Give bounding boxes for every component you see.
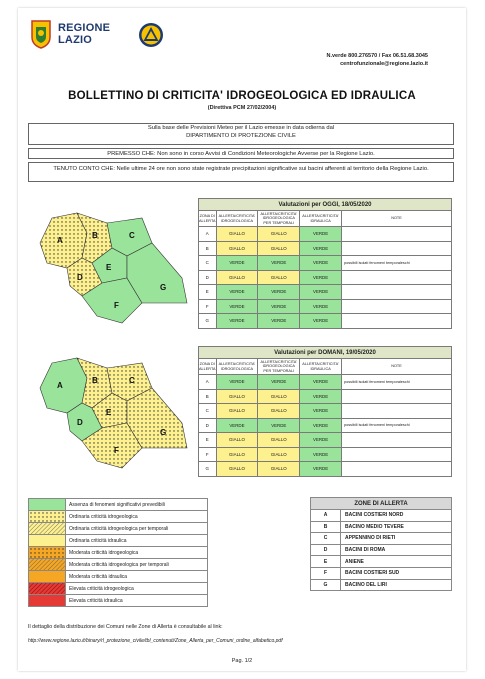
map-label-f: F (114, 446, 119, 455)
legend-label: Moderata criticità idraulica (66, 571, 208, 583)
zone-cell: A (199, 375, 217, 390)
zone-row (311, 521, 452, 533)
legend-swatch (29, 571, 66, 583)
idro-cell: VERDE (216, 418, 258, 433)
idra-cell: VERDE (300, 314, 342, 329)
page-number: Pag. 1/2 (231, 658, 253, 664)
zone-cell: D (199, 270, 217, 285)
legend-label: Elevata criticità idrogeologica (66, 583, 208, 595)
table-row (199, 241, 452, 256)
map-label-e: E (106, 408, 112, 417)
protezione-civile-logo-icon (138, 22, 164, 48)
temp-cell: VERDE (258, 375, 300, 390)
zones-table (310, 497, 452, 591)
zone-cell: E (199, 433, 217, 448)
zones-title: ZONE DI ALLERTA (311, 498, 452, 510)
legend-label: Moderata criticità idrogeologica (66, 547, 208, 559)
idra-cell: VERDE (300, 375, 342, 390)
caption-today: Valutazioni per OGGI, 18/05/2020 (199, 199, 452, 211)
head-temporali: ALLERTA/CRITICITA' IDROGEOLOGICA PER TEMPORALI (258, 211, 300, 227)
idro-cell: GIALLO (216, 241, 258, 256)
idra-cell: VERDE (300, 299, 342, 314)
zone-row (311, 544, 452, 556)
legend-label: Ordinaria criticità idrogeologica per temporali (66, 523, 208, 535)
footer-note: Il dettaglio della distribuzione dei Comuni nelle Zone di Allerta è consultabile al link: (28, 624, 223, 630)
legend-rows (29, 499, 208, 607)
footer-url-link[interactable]: http://www.regione.lazio.it/binary/rl_protezione_civile/tbl_contenuti/Zone_Allerta_per_Comuni_ordine_alfabetico.pdf (28, 638, 283, 644)
zone-cell: F (199, 299, 217, 314)
zone-cell: F (199, 447, 217, 462)
idra-cell: VERDE (300, 270, 342, 285)
zone-letter: E (311, 556, 341, 568)
idro-cell: VERDE (216, 375, 258, 390)
map-label-a: A (57, 381, 63, 390)
temp-cell: VERDE (258, 314, 300, 329)
zone-cell: D (199, 418, 217, 433)
map-label-a: A (57, 236, 63, 245)
zone-name: ANIENE (341, 556, 452, 568)
bulletin-page (18, 8, 466, 671)
table-row (199, 227, 452, 242)
temp-cell: GIALLO (258, 447, 300, 462)
zone-row (311, 556, 452, 568)
zone-name: BACINI COSTIERI SUD (341, 567, 452, 579)
idro-cell: GIALLO (216, 462, 258, 477)
temp-cell: GIALLO (258, 404, 300, 419)
premesso-box (28, 148, 454, 159)
note-cell (342, 270, 452, 285)
table-row (199, 285, 452, 300)
idro-cell: GIALLO (216, 389, 258, 404)
legend-row (29, 571, 208, 583)
head-note: NOTE (342, 211, 452, 227)
legend-swatch (29, 547, 66, 559)
idra-cell: VERDE (300, 285, 342, 300)
legend-table (28, 498, 208, 607)
idra-cell: VERDE (300, 404, 342, 419)
temp-cell: VERDE (258, 285, 300, 300)
head-idrogeologica: ALLERTA/CRITICITA' IDROGEOLOGICA (216, 359, 258, 375)
zone-row (311, 533, 452, 545)
note-cell (342, 433, 452, 448)
idra-cell: VERDE (300, 389, 342, 404)
zone-letter: D (311, 544, 341, 556)
rows-today (199, 227, 452, 329)
legend-swatch (29, 535, 66, 547)
map-tomorrow (32, 353, 197, 473)
table-row (199, 270, 452, 285)
temp-cell: GIALLO (258, 241, 300, 256)
legend-swatch (29, 499, 66, 511)
map-label-e: E (106, 263, 112, 272)
note-cell: possibili isolati fenomeni temporaleschi (342, 418, 452, 433)
table-row (199, 404, 452, 419)
head-note: NOTE (342, 359, 452, 375)
regione-lazio-wordmark (58, 22, 110, 46)
idra-cell: VERDE (300, 462, 342, 477)
regione-lazio-emblem-icon (30, 19, 52, 49)
idro-cell: VERDE (216, 256, 258, 271)
head-idrogeologica: ALLERTA/CRITICITA' IDROGEOLOGICA (216, 211, 258, 227)
idra-cell: VERDE (300, 241, 342, 256)
idro-cell: GIALLO (216, 404, 258, 419)
caption-tomorrow: Valutazioni per DOMANI, 19/05/2020 (199, 347, 452, 359)
note-cell (342, 314, 452, 329)
legend-swatch (29, 583, 66, 595)
intro-line-1: Sulla base delle Previsioni Meteo per il Lazio emesse in data odierna dal (147, 125, 335, 131)
zone-cell: G (199, 314, 217, 329)
rows-tomorrow (199, 375, 452, 477)
table-row (199, 299, 452, 314)
zone-cell: G (199, 462, 217, 477)
zone-letter: G (311, 579, 341, 591)
zone-cell: E (199, 285, 217, 300)
temp-cell: GIALLO (258, 270, 300, 285)
note-cell: possibili isolati fenomeni temporaleschi (342, 256, 452, 271)
legend-row (29, 523, 208, 535)
head-idraulica: ALLERTA/CRITICITA' IDRAULICA (300, 359, 342, 375)
table-row (199, 433, 452, 448)
zone-letter: A (311, 510, 341, 522)
legend-row (29, 547, 208, 559)
legend-label: Moderata criticità idrogeologica per temporali (66, 559, 208, 571)
map-label-c: C (129, 376, 135, 385)
table-row (199, 462, 452, 477)
legend-label: Ordinaria criticità idraulica (66, 535, 208, 547)
idro-cell: VERDE (216, 285, 258, 300)
temp-cell: GIALLO (258, 462, 300, 477)
logo-line-2: LAZIO (58, 34, 92, 46)
head-zone: ZONA DI ALLERTA (199, 359, 217, 375)
zone-cell: C (199, 256, 217, 271)
intro-box (28, 123, 454, 145)
legend-label: Assenza di fenomeni significativi prevedibili (66, 499, 208, 511)
map-label-c: C (129, 231, 135, 240)
map-label-g: G (160, 283, 167, 292)
zone-cell: C (199, 404, 217, 419)
map-label-b: B (92, 376, 98, 385)
legend-row (29, 499, 208, 511)
zone-row (311, 579, 452, 591)
note-cell (342, 299, 452, 314)
zone-name: BACINO DEL LIRI (341, 579, 452, 591)
map-today (32, 208, 197, 328)
note-cell (342, 241, 452, 256)
legend-swatch (29, 511, 66, 523)
idro-cell: GIALLO (216, 227, 258, 242)
zone-cell: A (199, 227, 217, 242)
legend-label: Elevata criticità idraulica (66, 595, 208, 607)
table-row (199, 389, 452, 404)
header (30, 14, 110, 54)
map-label-g: G (160, 428, 167, 437)
table-row (199, 256, 452, 271)
note-cell (342, 462, 452, 477)
idra-cell: VERDE (300, 433, 342, 448)
table-today (198, 198, 452, 329)
tenuto-box (28, 162, 454, 182)
idro-cell: GIALLO (216, 447, 258, 462)
table-row (199, 375, 452, 390)
note-cell (342, 227, 452, 242)
table-row (199, 418, 452, 433)
legend-row (29, 595, 208, 607)
tenuto-text: TENUTO CONTO CHE: Nelle ultime 24 ore non sono state registrate precipitazioni significative sui bacini afferenti al territorio della Regione Lazio. (53, 166, 429, 172)
table-row (199, 314, 452, 329)
table-row (199, 447, 452, 462)
zone-cell: B (199, 389, 217, 404)
note-cell (342, 404, 452, 419)
idra-cell: VERDE (300, 256, 342, 271)
legend-row (29, 511, 208, 523)
legend-row (29, 535, 208, 547)
zone-letter: C (311, 533, 341, 545)
temp-cell: GIALLO (258, 227, 300, 242)
idro-cell: GIALLO (216, 433, 258, 448)
head-zone: ZONA DI ALLERTA (199, 211, 217, 227)
note-cell (342, 447, 452, 462)
zone-letter: B (311, 521, 341, 533)
zone-letter: F (311, 567, 341, 579)
idro-cell: VERDE (216, 314, 258, 329)
head-temporali: ALLERTA/CRITICITA' IDROGEOLOGICA PER TEMPORALI (258, 359, 300, 375)
legend-row (29, 583, 208, 595)
zones-rows (311, 510, 452, 591)
note-cell (342, 389, 452, 404)
map-label-d: D (77, 418, 83, 427)
intro-line-2: DIPARTIMENTO DI PROTEZIONE CIVILE (186, 133, 296, 139)
zone-cell: B (199, 241, 217, 256)
legend-swatch (29, 523, 66, 535)
zone-name: BACINO MEDIO TEVERE (341, 521, 452, 533)
phone-fax: N.verde 800.276570 / Fax 06.51.68.3045 (326, 53, 428, 59)
zone-row (311, 510, 452, 522)
map-label-f: F (114, 301, 119, 310)
zone-name: APPENNINO DI RIETI (341, 533, 452, 545)
note-cell: possibili isolati fenomeni temporaleschi (342, 375, 452, 390)
legend-swatch (29, 559, 66, 571)
idra-cell: VERDE (300, 447, 342, 462)
zone-row (311, 567, 452, 579)
idro-cell: VERDE (216, 299, 258, 314)
idro-cell: GIALLO (216, 270, 258, 285)
temp-cell: GIALLO (258, 433, 300, 448)
legend-row (29, 559, 208, 571)
temp-cell: VERDE (258, 299, 300, 314)
bulletin-subtitle: (Direttiva PCM 27/02/2004) (207, 105, 277, 111)
logo-line-1: REGIONE (58, 22, 111, 34)
contact-email[interactable]: centrofunzionale@regione.lazio.it (340, 61, 428, 67)
idra-cell: VERDE (300, 418, 342, 433)
temp-cell: VERDE (258, 256, 300, 271)
idra-cell: VERDE (300, 227, 342, 242)
legend-swatch (29, 595, 66, 607)
map-label-d: D (77, 273, 83, 282)
table-tomorrow (198, 346, 452, 477)
temp-cell: GIALLO (258, 389, 300, 404)
note-cell (342, 285, 452, 300)
bulletin-title: BOLLETTINO DI CRITICITA' IDROGEOLOGICA ED IDRAULICA (68, 90, 416, 102)
legend-label: Ordinaria criticità idrogeologica (66, 511, 208, 523)
zone-name: BACINI DI ROMA (341, 544, 452, 556)
zone-name: BACINI COSTIERI NORD (341, 510, 452, 522)
contacts (326, 52, 428, 68)
temp-cell: VERDE (258, 418, 300, 433)
map-label-b: B (92, 231, 98, 240)
premesso-text: PREMESSO CHE: Non sono in corso Avvisi di Condizioni Meteorologiche Avverse per la Regione Lazio. (107, 151, 375, 157)
head-idraulica: ALLERTA/CRITICITA' IDRAULICA (300, 211, 342, 227)
